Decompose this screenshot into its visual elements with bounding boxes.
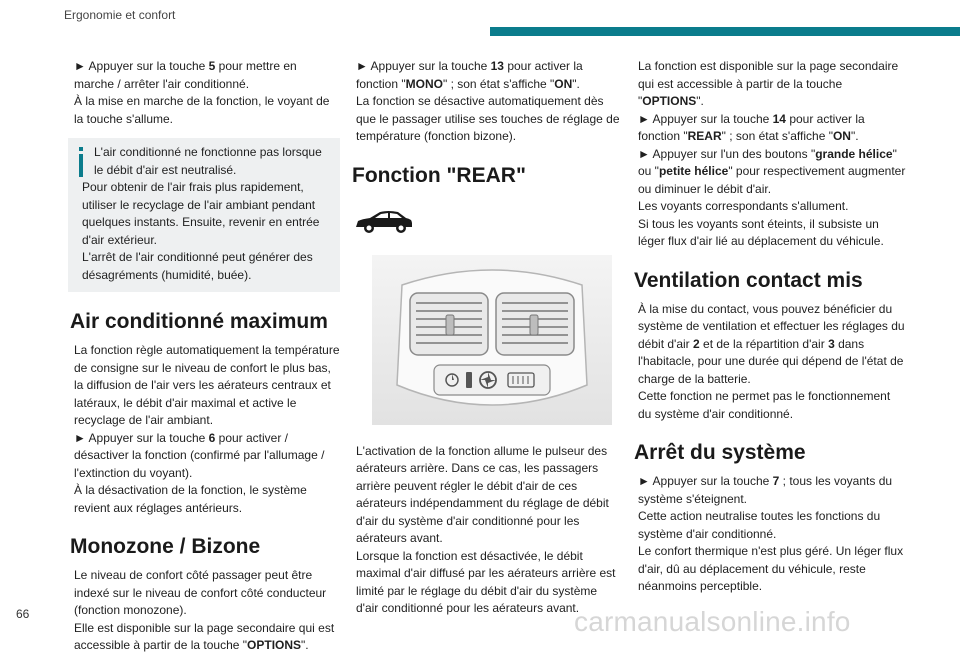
paragraph: À la mise du contact, vous pouvez bénéficier du système de ventilation et effectuer les réglages du débit d'air 2 et de la répartition d'air 3 dans l'habitacle, pour une durée qui dépend de l'état de charge de la batterie.	[638, 301, 905, 386]
paragraph: Cette fonction ne permet pas le fonctionnement du système d'air conditionné.	[638, 389, 891, 421]
page-number: 66	[16, 607, 30, 621]
paragraph: La fonction est disponible sur la page secondaire qui est accessible à partir de la touche "OPTIONS".	[638, 59, 899, 108]
paragraph: La fonction règle automatiquement la température de consigne sur le niveau de confort le plus bas, la diffusion de l'air vers les aérateurs centraux et latéraux, le débit d'air maximal et active le recyclage de l'air ambiant.	[74, 343, 340, 427]
info-note	[68, 138, 340, 292]
heading-rear: Fonction "REAR"	[352, 163, 526, 187]
paragraph: La fonction se désactive automatiquement dès que le passager utilise ses touches de réglage de température (fonction bizone).	[356, 94, 620, 143]
heading-ventilation: Ventilation contact mis	[634, 268, 863, 292]
paragraph: ► Appuyer sur la touche 7 ; tous les voyants du système s'éteignent.	[638, 474, 893, 506]
paragraph: L'activation de la fonction allume le pulseur des aérateurs arrière. Dans ce cas, les passagers arrière peuvent régler le débit d'air de ces aérateurs indépendamment du réglage de débit d'air du système d'air conditionné pour les aérateurs avant.	[356, 443, 609, 545]
column-1	[70, 58, 340, 655]
paragraph: À la mise en marche de la fonction, le voyant de la touche s'allume.	[74, 94, 330, 126]
paragraph: ► Appuyer sur la touche 6 pour activer / désactiver la fonction (confirmé par l'allumage / l'extinction du voyant).	[74, 430, 325, 480]
heading-monozone: Monozone / Bizone	[70, 535, 261, 558]
section-title: Ergonomie et confort	[64, 8, 176, 22]
paragraph: Les voyants correspondants s'allument.	[638, 199, 849, 213]
car-icon	[354, 208, 414, 234]
paragraph: Le confort thermique n'est plus géré. Un léger flux d'air, dû au déplacement du véhicule, reste néanmoins perceptible.	[638, 544, 904, 593]
rear-vent-illustration	[372, 255, 612, 425]
paragraph: ► Appuyer sur la touche 14 pour activer la fonction "REAR" ; son état s'affiche "ON".	[638, 111, 865, 143]
heading-stop: Arrêt du système	[634, 441, 806, 464]
paragraph: Elle est disponible sur la page secondaire qui est accessible à partir de la touche "OPTIONS".	[74, 620, 335, 652]
paragraph: Cette action neutralise toutes les fonctions du système d'air conditionné.	[638, 509, 881, 541]
paragraph: Lorsque la fonction est désactivée, le débit maximal d'air diffusé par les aérateurs arrière est limité par le réglage du débit d'air du système d'air conditionné pour les aérateurs avant.	[356, 548, 616, 615]
column-2	[352, 58, 620, 618]
column-3	[634, 58, 906, 596]
header-bar	[490, 27, 960, 36]
paragraph: ► Appuyer sur la touche 13 pour activer la fonction "MONO" ; son état s'affiche "ON".	[356, 59, 583, 91]
paragraph: ► Appuyer sur l'un des boutons "grande hélice" ou "petite hélice" pour respectivement augmenter ou diminuer le débit d'air.	[638, 146, 906, 196]
paragraph: À la désactivation de la fonction, le système revient aux réglages antérieurs.	[74, 483, 307, 515]
heading-air-max: Air conditionné maximum	[70, 310, 328, 333]
paragraph: Si tous les voyants sont éteints, il subsiste un léger flux d'air lié au déplacement du véhicule.	[638, 216, 884, 248]
note-text: Pour obtenir de l'air frais plus rapidement, utiliser le recyclage de l'air ambiant pendant quelques instants. Ensuite, revenir en entrée d'air extérieur.	[82, 180, 320, 247]
watermark: carmanualsonline.info	[574, 606, 851, 637]
note-text: L'air conditionné ne fonctionne pas lorsque le débit d'air est neutralisé.	[94, 145, 322, 177]
paragraph: Le niveau de confort côté passager peut être indexé sur le niveau de confort côté conducteur (fonction monozone).	[74, 568, 327, 617]
info-icon	[76, 147, 86, 177]
paragraph: ► Appuyer sur la touche 5 pour mettre en marche / arrêter l'air conditionné.	[74, 59, 297, 91]
note-text: L'arrêt de l'air conditionné peut générer des désagréments (humidité, buée).	[82, 250, 313, 282]
